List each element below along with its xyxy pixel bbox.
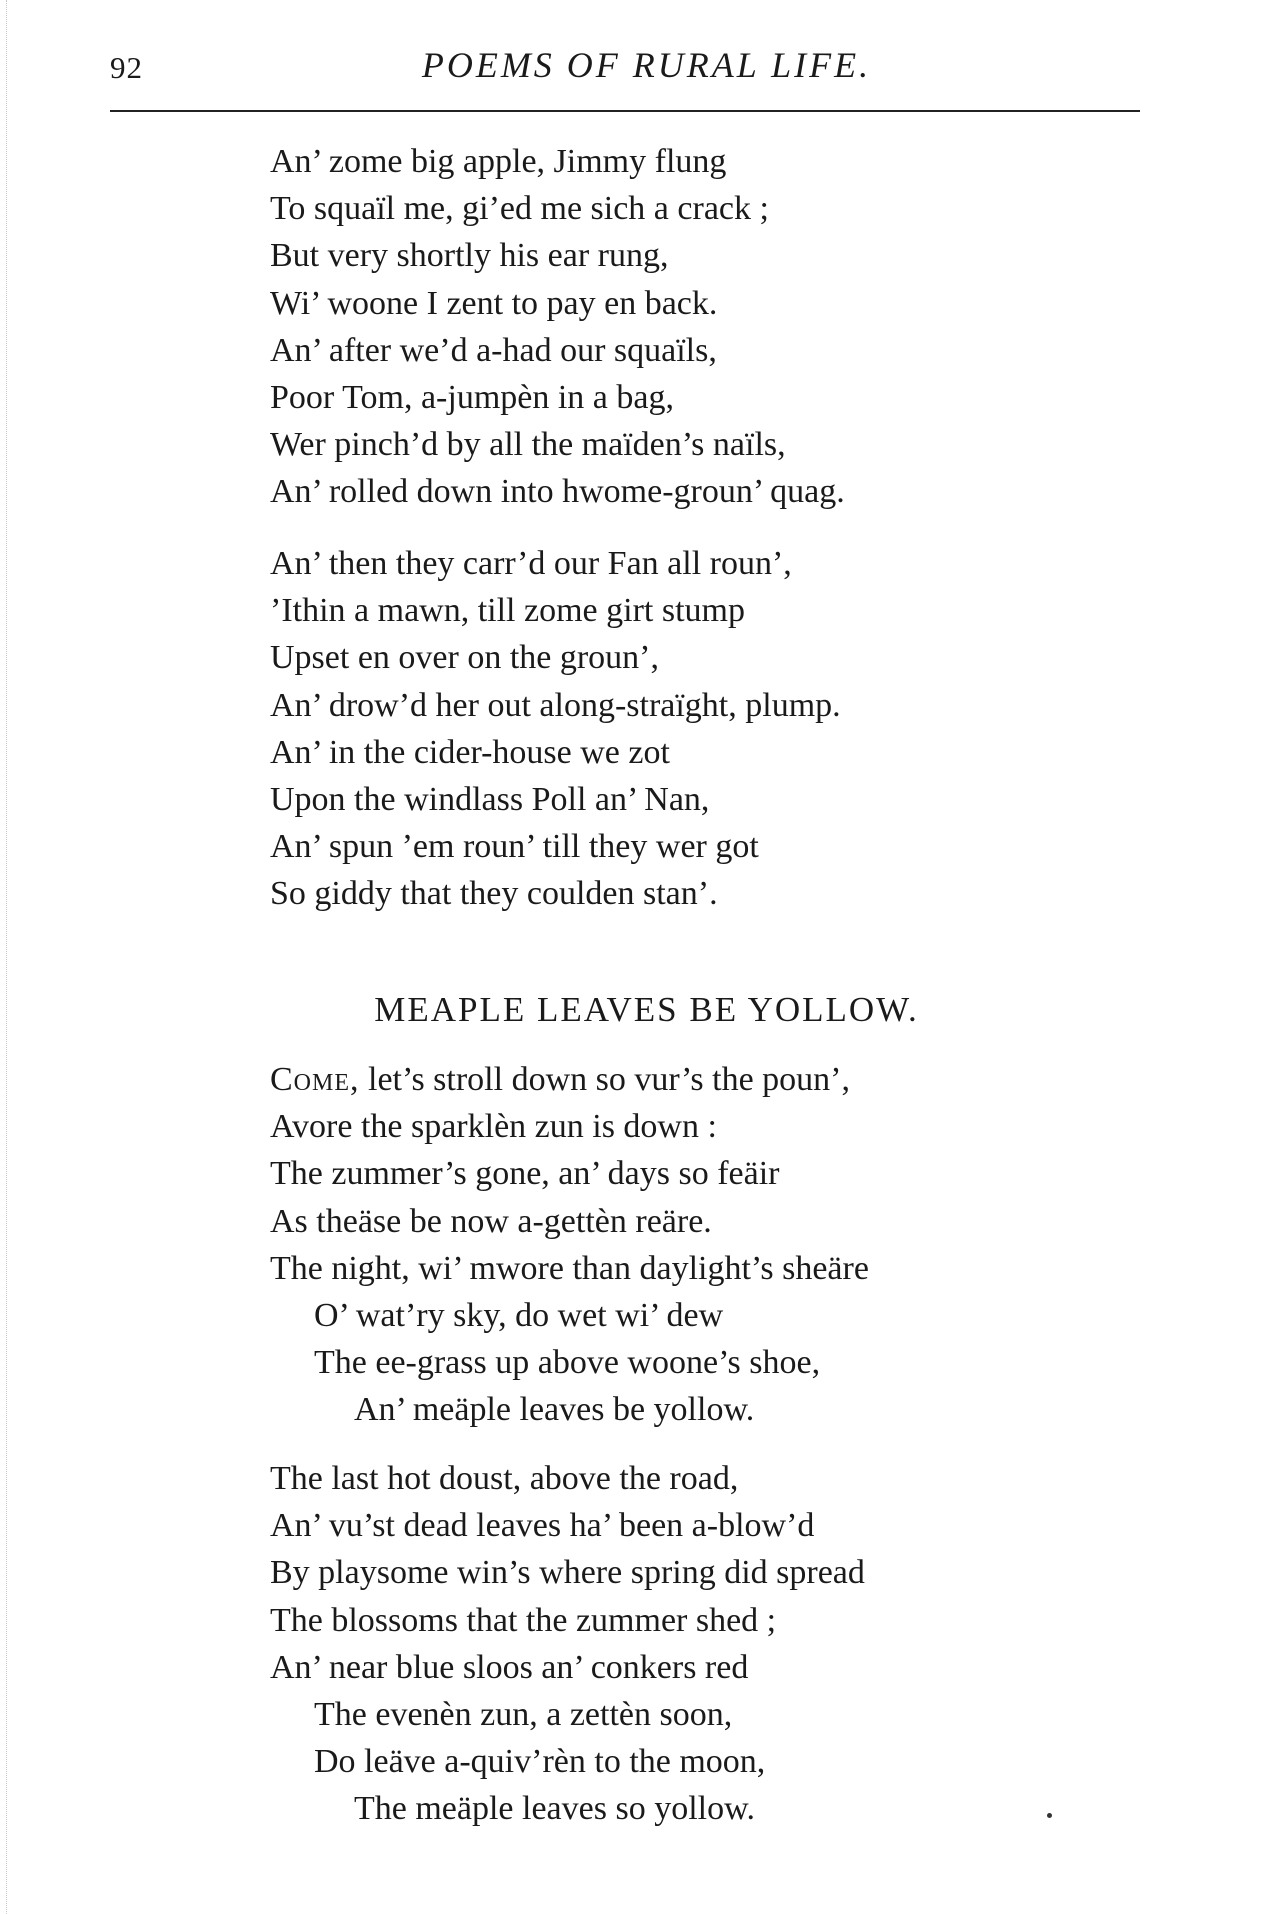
verse-line: But very shortly his ear rung, [270,237,669,275]
verse-line: An’ rolled down into hwome-groun’ quag. [270,473,845,511]
drop-word: Come, [270,1061,360,1098]
verse-line: As theäse be now a-gettèn reäre. [270,1202,712,1240]
verse-line: The ee-grass up above woone’s shoe, [314,1344,821,1382]
verse-line: An’ drow’d her out along-straïght, plump. [270,686,841,724]
verse-line: Upset en over on the groun’, [270,639,660,677]
verse-line: The last hot doust, above the road, [270,1460,739,1497]
verse-line: Poor Tom, a-jumpèn in a bag, [270,378,674,416]
verse-line: Upon the windlass Poll an’ Nan, [270,780,710,818]
verse-line: Do leäve a-quiv’rèn to the moon, [314,1743,766,1781]
header-rule [110,110,1140,112]
running-title: POEMS OF RURAL LIFE. [421,45,872,85]
verse-line: O’ wat’ry sky, do wet wi’ dew [314,1296,724,1334]
stanza-2 [270,540,841,918]
verse-line: An’ in the cider-house we zot [270,733,670,771]
first-line-rest: let’s stroll down so vur’s the poun’, [359,1061,850,1098]
verse-line: So giddy that they coulden stan’. [270,875,718,913]
stanza-4 [270,1455,865,1833]
stanza-1 [270,138,845,516]
verse-line: An’ near blue sloos an’ conkers red [270,1648,749,1686]
stanza-3 [270,1056,869,1434]
verse-line: An’ spun ’em roun’ till they wer got [270,828,759,866]
verse-line: The meäple leaves so yollow. [354,1790,755,1828]
verse-line: By playsome win’s where spring did spread [270,1554,865,1592]
verse-line: Wi’ woone I zent to pay en back. [270,284,718,322]
verse-line: ’Ithin a mawn, till zome girt stump [270,592,745,630]
verse-line: The zummer’s gone, an’ days so feäir [270,1155,780,1193]
verse-line: The blossoms that the zummer shed ; [270,1601,777,1639]
poem-title: MEAPLE LEAVES BE YOLLOW. [374,990,919,1029]
verse-line: Wer pinch’d by all the maïden’s naïls, [270,426,786,464]
verse-line: To squaïl me, gi’ed me sich a crack ; [270,190,769,228]
verse-line: The night, wi’ mwore than daylight’s sheäre [270,1249,869,1287]
verse-line: Avore the sparklèn zun is down : [270,1108,717,1146]
verse-line: An’ then they carr’d our Fan all roun’, [270,545,792,582]
print-speck [1047,1813,1052,1818]
verse-line: An’ vu’st dead leaves ha’ been a-blow’d [270,1507,815,1545]
page-edge-shadow [6,0,7,1914]
verse-line: An’ after we’d a-had our squaïls, [270,331,717,369]
verse-line: An’ zome big apple, Jimmy flung [270,143,727,180]
page-number: 92 [110,50,143,85]
verse-line: An’ meäple leaves be yollow. [354,1391,755,1429]
verse-line: The evenèn zun, a zettèn soon, [314,1695,733,1733]
verse-line-first [270,1056,869,1103]
